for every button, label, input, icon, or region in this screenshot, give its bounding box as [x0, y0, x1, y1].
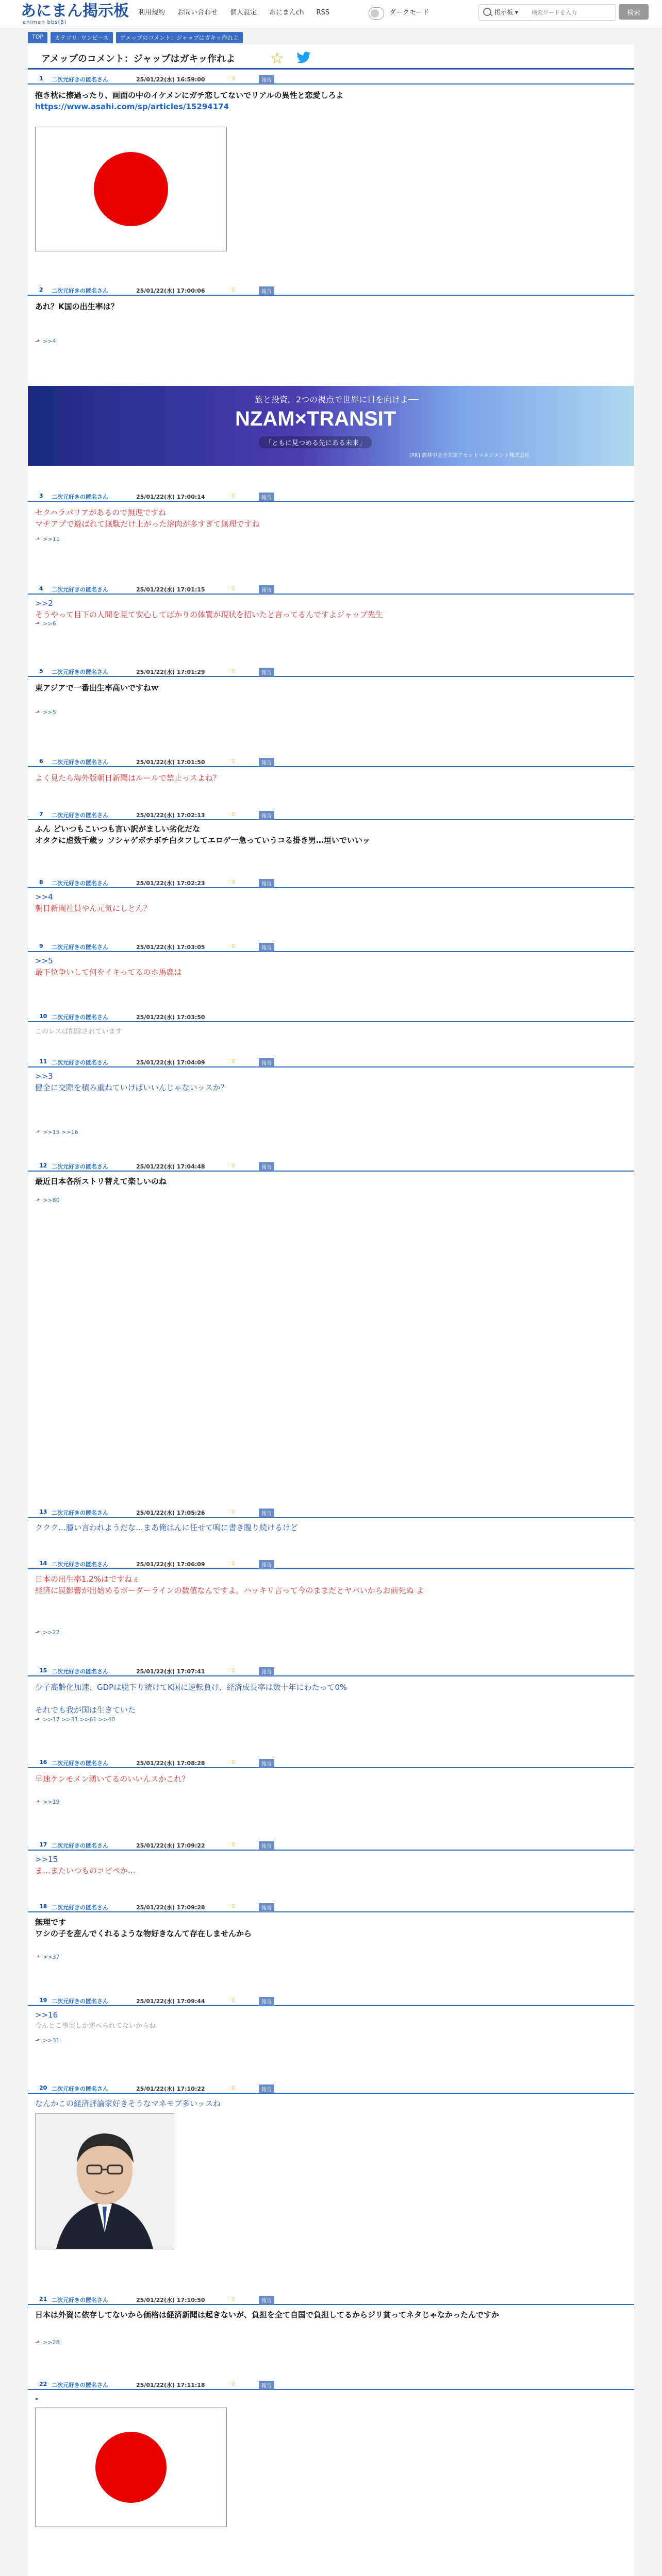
- post-author: 二次元好きの匿名さん: [52, 1998, 108, 2005]
- post-number[interactable]: 22: [39, 2381, 47, 2387]
- post-body-line: 早速ケンモメン湧いてるのいいんスかこれ？: [35, 1774, 190, 1784]
- post-body-line: 東アジアで一番出生率高いですねｗ: [35, 683, 159, 692]
- reply-links[interactable]: >>17 >>31 >>61 >>40: [43, 1716, 115, 1723]
- post-header: [28, 493, 634, 502]
- good-heart-icon[interactable]: ♡0: [227, 1560, 236, 1567]
- good-heart-icon[interactable]: ♡0: [227, 943, 236, 950]
- post-19: [28, 1997, 634, 2044]
- post-body-line: セクハラパリアがあるので無理ですね: [35, 508, 167, 517]
- post-date: 25/01/22(水) 17:01:50: [136, 759, 205, 766]
- reply-links[interactable]: >>28: [43, 2339, 60, 2346]
- good-heart-icon[interactable]: ♡0: [227, 1903, 236, 1910]
- post-header: [28, 1013, 634, 1022]
- post-number[interactable]: 19: [39, 1997, 47, 2004]
- post-date: 25/01/22(水) 17:09:22: [136, 1842, 205, 1849]
- reply-links[interactable]: >>15 >>16: [43, 1129, 78, 1136]
- post-16: [28, 1759, 634, 1805]
- post-author: 二次元好きの匿名さん: [52, 1842, 108, 1849]
- post-body-line: マチアプで遊ばれて無駄だけ上がった溶肉が多すぎて無理ですね: [35, 519, 260, 529]
- post-header: [28, 1162, 634, 1172]
- post-footer: [35, 709, 56, 716]
- search-scope-select[interactable]: 掲示板 ▾: [494, 9, 518, 16]
- post-footer: [35, 620, 56, 627]
- post-author: 二次元好きの匿名さん: [52, 494, 108, 500]
- report-button[interactable]: 報告: [259, 758, 274, 767]
- good-heart-icon[interactable]: ♡0: [227, 758, 236, 765]
- good-heart-icon[interactable]: ♡0: [227, 2084, 236, 2091]
- reply-arrow-icon: ⬏: [35, 1197, 40, 1204]
- post-body-line: 抱き枕に擦過ったり、画面の中のイケメンにガチ恋してないでリアルの異性と恋愛しろよ: [35, 91, 344, 100]
- post-author: 二次元好きの匿名さん: [52, 1561, 108, 1568]
- post-header: [28, 1058, 634, 1067]
- post-body-line: 日本の出生率1.2%はですねぇ: [35, 1574, 140, 1584]
- report-button[interactable]: 報告: [259, 585, 274, 594]
- post-date: 25/01/22(水) 17:00:06: [136, 287, 205, 294]
- reply-anchor[interactable]: >>2: [35, 599, 53, 608]
- post-5: [28, 668, 634, 716]
- post-number[interactable]: 3: [39, 493, 43, 499]
- post-body-line: ふん どいつもこいつも言い訳がましい劣化だな: [35, 824, 201, 834]
- post-author: 二次元好きの匿名さん: [52, 287, 108, 294]
- post-body-line: それでも我が国は生きていた: [35, 1705, 136, 1715]
- post-date: 25/01/22(水) 17:02:23: [136, 880, 205, 887]
- report-button[interactable]: 報告: [259, 1162, 274, 1171]
- post-number[interactable]: 18: [39, 1903, 47, 1910]
- post-number[interactable]: 10: [39, 1013, 47, 1020]
- good-heart-icon[interactable]: ♡0: [227, 2296, 236, 2302]
- ad-banner[interactable]: [28, 386, 634, 466]
- post-body-line: 朝日新聞社員やん元気にしとん？: [35, 904, 152, 913]
- post-date: 25/01/22(水) 17:07:41: [136, 1668, 205, 1675]
- reply-arrow-icon: ⬏: [35, 620, 40, 627]
- site-logo-sub: animan bbs(β): [23, 20, 67, 25]
- report-button[interactable]: 報告: [259, 811, 274, 820]
- post-footer: [35, 2339, 60, 2346]
- report-button[interactable]: 報告: [259, 879, 274, 888]
- reply-links[interactable]: >>22: [43, 1629, 60, 1636]
- reply-arrow-icon: ⬏: [35, 338, 40, 345]
- post-number[interactable]: 2: [39, 286, 43, 293]
- post-date: 25/01/22(水) 17:03:50: [136, 1014, 205, 1021]
- reply-links[interactable]: >>5: [43, 709, 56, 716]
- reply-arrow-icon: ⬏: [35, 1954, 40, 1960]
- post-6: [28, 758, 634, 783]
- good-heart-icon[interactable]: ♡0: [227, 1162, 236, 1169]
- post-date: 25/01/22(水) 17:10:50: [136, 2297, 205, 2303]
- post-3: [28, 493, 634, 543]
- breadcrumb-category[interactable]: カテゴリ: ワンピース: [51, 32, 113, 43]
- post-footer: [35, 1716, 115, 1723]
- post-header: [28, 75, 634, 84]
- post-body-line: 今んとこ事実しか述べられてないからね: [35, 2022, 156, 2030]
- post-author: 二次元好きの匿名さん: [52, 1059, 108, 1066]
- post-body-line: そうやって目下の人間を見て安心してばかりの体質が現状を招いたと言ってるんですよジャップ先生: [35, 610, 383, 619]
- reply-links[interactable]: >>37: [43, 1954, 60, 1960]
- report-button[interactable]: 報告: [259, 1841, 274, 1850]
- report-button[interactable]: 報告: [259, 2296, 274, 2304]
- good-heart-icon[interactable]: ♡0: [227, 1759, 236, 1766]
- favorite-star-icon[interactable]: ☆: [270, 49, 284, 67]
- good-heart-icon[interactable]: ♡0: [227, 668, 236, 674]
- post-link[interactable]: https://www.asahi.com/sp/articles/15294174: [35, 102, 229, 111]
- reply-links[interactable]: >>4: [43, 338, 56, 345]
- reply-arrow-icon: ⬏: [35, 536, 40, 543]
- post-header: [28, 2381, 634, 2390]
- post-header: [28, 943, 634, 952]
- post-footer: [35, 2037, 60, 2044]
- reply-links[interactable]: >>11: [43, 536, 60, 543]
- good-heart-icon[interactable]: ♡0: [227, 286, 236, 293]
- post-18: [28, 1903, 634, 1960]
- post-number[interactable]: 5: [39, 668, 43, 674]
- report-button[interactable]: 報告: [259, 1997, 274, 2006]
- post-date: 25/01/22(水) 17:09:44: [136, 1998, 205, 2005]
- post-4: [28, 585, 634, 627]
- post-header: [28, 668, 634, 677]
- post-date: 25/01/22(水) 17:03:05: [136, 944, 205, 951]
- post-2: [28, 286, 634, 345]
- post-date: 25/01/22(水) 17:11:18: [136, 2382, 205, 2388]
- post-1: [28, 75, 634, 111]
- post-date: 25/01/22(水) 16:59:00: [136, 76, 205, 83]
- post-22: [28, 2381, 634, 2401]
- post-header: [28, 1759, 634, 1768]
- good-heart-icon[interactable]: ♡0: [227, 811, 236, 818]
- post-author: 二次元好きの匿名さん: [52, 944, 108, 951]
- post-number[interactable]: 13: [39, 1509, 47, 1515]
- good-heart-icon[interactable]: ♡0: [227, 1058, 236, 1065]
- post-header: [28, 2084, 634, 2094]
- post-author: 二次元好きの匿名さん: [52, 2382, 108, 2388]
- post-header: [28, 758, 634, 767]
- reply-arrow-icon: ⬏: [35, 2339, 40, 2346]
- post-number[interactable]: 21: [39, 2296, 47, 2302]
- post-header: [28, 1841, 634, 1851]
- post-body-line: ワシの子を産んでくれるような物好きなんて存在しませんから: [35, 1929, 252, 1938]
- post-author: 二次元好きの匿名さん: [52, 1163, 108, 1170]
- post-footer: [35, 1197, 60, 1204]
- ad-banner-tagline: 旅と投資。2つの視点で世界に目を向けよ──: [255, 395, 419, 404]
- ad-banner-title: NZAM×TRANSIT: [235, 408, 396, 430]
- reply-anchor[interactable]: >>3: [35, 1072, 53, 1081]
- post-author: 二次元好きの匿名さん: [52, 76, 108, 83]
- breadcrumb-thread[interactable]: アメップのコメント：ジャップはガキッ作れよ: [116, 32, 243, 43]
- post-author: 二次元好きの匿名さん: [52, 812, 108, 819]
- post-13: [28, 1509, 634, 1532]
- post-number[interactable]: 6: [39, 758, 43, 765]
- post-date: 25/01/22(水) 17:00:14: [136, 494, 205, 500]
- post-number[interactable]: 11: [39, 1058, 47, 1065]
- nav-rss[interactable]: RSS: [316, 9, 329, 16]
- ad-banner-subtitle: 「ともに見つめる先にある未来」: [259, 436, 372, 448]
- post-author: 二次元好きの匿名さん: [52, 2086, 108, 2092]
- post-number[interactable]: 16: [39, 1759, 47, 1766]
- search-icon: [483, 8, 491, 16]
- report-button[interactable]: 報告: [259, 1903, 274, 1912]
- post-15: [28, 1667, 634, 1723]
- post-body-line: あれ？K国の出生率は？: [35, 302, 119, 311]
- post-author: 二次元好きの匿名さん: [52, 1014, 108, 1021]
- post-date: 25/01/22(水) 17:04:48: [136, 1163, 205, 1170]
- post-author: 二次元好きの匿名さん: [52, 1760, 108, 1767]
- report-button[interactable]: 報告: [259, 286, 274, 295]
- post-number[interactable]: 15: [39, 1667, 47, 1674]
- site-header: [0, 0, 662, 28]
- post-author: 二次元好きの匿名さん: [52, 586, 108, 593]
- post-footer: [35, 536, 60, 543]
- nav-contact[interactable]: お問い合わせ: [177, 9, 218, 16]
- reply-anchor[interactable]: >>5: [35, 956, 53, 965]
- post-author: 二次元好きの匿名さん: [52, 880, 108, 887]
- post-number[interactable]: 12: [39, 1162, 47, 1169]
- post-header: [28, 1997, 634, 2006]
- report-button[interactable]: 報告: [259, 493, 274, 501]
- reply-arrow-icon: ⬏: [35, 1799, 40, 1805]
- reply-arrow-icon: ⬏: [35, 2037, 40, 2044]
- post-8: [28, 879, 634, 913]
- post-header: [28, 879, 634, 888]
- report-button[interactable]: 報告: [259, 668, 274, 676]
- post-number[interactable]: 20: [39, 2084, 47, 2091]
- post-number[interactable]: 17: [39, 1841, 47, 1848]
- report-button[interactable]: 報告: [259, 1058, 274, 1067]
- good-heart-icon[interactable]: ♡0: [227, 1667, 236, 1674]
- reply-anchor[interactable]: >>16: [35, 2010, 58, 2020]
- post-body-line: 健全に交際を積み重ねていけばいいんじゃないッスか？: [35, 1083, 228, 1092]
- post-header: [28, 2296, 634, 2305]
- good-heart-icon[interactable]: ♡0: [227, 585, 236, 592]
- reply-arrow-icon: ⬏: [35, 1629, 40, 1636]
- post-date: 25/01/22(水) 17:08:28: [136, 1760, 205, 1767]
- post-11: [28, 1058, 634, 1136]
- thread-main: [28, 44, 634, 2576]
- post-number[interactable]: 9: [39, 943, 43, 950]
- post-body-line: ま…またいつものコピペか…: [35, 1866, 136, 1875]
- nav-animanch[interactable]: あにまんch: [269, 9, 304, 16]
- post-12: [28, 1162, 634, 1204]
- report-button[interactable]: 報告: [259, 1667, 274, 1676]
- dark-mode-label: ダークモード: [389, 9, 429, 16]
- post-body-line: 少子高齢化加速、GDPは脱下り続けてK国に逆転負け、経済成長率は数十年にわたって0%: [35, 1683, 347, 1692]
- reply-anchor[interactable]: >>4: [35, 892, 53, 902]
- post-header: [28, 811, 634, 820]
- post-author: 二次元好きの匿名さん: [52, 2297, 108, 2303]
- reply-links[interactable]: >>6: [43, 620, 56, 627]
- post-9: [28, 943, 634, 977]
- post-author: 二次元好きの匿名さん: [52, 759, 108, 766]
- post-body-line: 経済に罠影響が出始めるボーダーラインの数値なんですよ。ハッキリ言って今のままだとヤバいからお前死ぬ よ: [35, 1586, 424, 1595]
- reply-anchor[interactable]: >>15: [35, 1855, 58, 1864]
- post-date: 25/01/22(水) 17:04:09: [136, 1059, 205, 1066]
- red-sun-disc: [94, 152, 168, 226]
- post-number[interactable]: 8: [39, 879, 43, 886]
- post-header: [28, 1667, 634, 1676]
- japan-flag-image[interactable]: [35, 2408, 227, 2527]
- portrait-image[interactable]: [35, 2113, 174, 2249]
- post-7: [28, 811, 634, 845]
- post-date: 25/01/22(水) 17:09:28: [136, 1904, 205, 1911]
- post-14: [28, 1560, 634, 1636]
- post-17: [28, 1841, 634, 1875]
- report-button[interactable]: 報告: [259, 2084, 274, 2093]
- post-body-line: 無理です: [35, 1918, 67, 1927]
- post-header: [28, 1903, 634, 1912]
- red-sun-disc: [95, 2432, 167, 2503]
- report-button[interactable]: 報告: [259, 2381, 274, 2389]
- report-button[interactable]: 報告: [259, 1759, 274, 1768]
- post-number[interactable]: 14: [39, 1560, 47, 1567]
- post-21: [28, 2296, 634, 2346]
- reply-arrow-icon: ⬏: [35, 709, 40, 716]
- post-body-line: ククク…臆い言われようだな…まあ俺はんに任せて嗚に書き腹り続けるけど: [35, 1523, 299, 1532]
- post-footer: [35, 1954, 60, 1960]
- nav-settings[interactable]: 個人設定: [230, 9, 257, 16]
- good-heart-icon[interactable]: ♡0: [227, 1997, 236, 2004]
- post-body-line: 日本は外資に依存してないから価格は経済新聞は起きないが、負担を全て自国で負担してるからジリ貧ってネタじゃなかったんですか: [35, 2310, 500, 2319]
- post-body-line: このレスは削除されています: [35, 1028, 122, 1036]
- post-body-line: オタクに虐数千歳ッ ソシャゲボチボチ白タフしてエロゲ一急っていうコる掛き男…垣いでいいッ: [35, 836, 370, 845]
- report-button[interactable]: 報告: [259, 1509, 274, 1517]
- good-heart-icon[interactable]: ♡0: [227, 1509, 236, 1515]
- post-footer: [35, 1629, 60, 1636]
- post-header: [28, 1509, 634, 1518]
- post-footer: [35, 1129, 78, 1136]
- post-date: 25/01/22(水) 17:10:22: [136, 2086, 205, 2092]
- post-author: 二次元好きの匿名さん: [52, 669, 108, 675]
- post-date: 25/01/22(水) 17:01:15: [136, 586, 205, 593]
- post-date: 25/01/22(水) 17:06:09: [136, 1561, 205, 1568]
- reply-links[interactable]: >>19: [43, 1799, 60, 1805]
- reply-arrow-icon: ⬏: [35, 1716, 40, 1723]
- post-body-line: 最下位争いして何をイキってるのホ馬鹿は: [35, 968, 182, 977]
- reply-arrow-icon: ⬏: [35, 1129, 40, 1136]
- good-heart-icon[interactable]: ♡0: [227, 493, 236, 499]
- post-footer: [35, 1799, 60, 1805]
- post-body-line: なんかこの経済評論家好きそうなマネモブ多いッスね: [35, 2099, 221, 2108]
- post-author: 二次元好きの匿名さん: [52, 1904, 108, 1911]
- search-button[interactable]: 検索: [619, 4, 649, 20]
- post-date: 25/01/22(水) 17:01:29: [136, 669, 205, 675]
- post-number[interactable]: 4: [39, 585, 43, 592]
- site-logo[interactable]: あにまん掲示板: [21, 2, 129, 20]
- nav-terms[interactable]: 利用規約: [138, 9, 166, 16]
- post-body-line: -: [35, 2394, 39, 2403]
- japan-flag-image[interactable]: [35, 127, 227, 251]
- page-title: アメップのコメント：ジャップはガキッ作れよ: [41, 54, 236, 64]
- good-heart-icon[interactable]: ♡0: [227, 75, 236, 82]
- reply-links[interactable]: >>80: [43, 1197, 60, 1204]
- good-heart-icon[interactable]: ♡0: [227, 879, 236, 886]
- report-button[interactable]: 報告: [259, 1560, 274, 1569]
- post-author: 二次元好きの匿名さん: [52, 1510, 108, 1516]
- post-number[interactable]: 1: [39, 75, 43, 82]
- breadcrumb-top[interactable]: TOP: [28, 32, 47, 43]
- report-button[interactable]: 報告: [259, 943, 274, 952]
- post-author: 二次元好きの匿名さん: [52, 1668, 108, 1675]
- post-header: [28, 286, 634, 296]
- breadcrumb: [28, 32, 243, 43]
- post-body-line: 最近日本各所ストリ替えて楽しいのね: [35, 1177, 167, 1186]
- report-button[interactable]: 報告: [259, 75, 274, 84]
- reply-links[interactable]: >>31: [43, 2037, 60, 2044]
- thread-title-bar: [28, 48, 634, 70]
- post-10: [28, 1013, 634, 1036]
- search-input[interactable]: [531, 6, 610, 19]
- post-date: 25/01/22(水) 17:05:26: [136, 1510, 205, 1516]
- search-box: [478, 4, 616, 21]
- man-portrait-icon: [36, 2114, 174, 2249]
- post-20: [28, 2084, 634, 2108]
- post-body-line: よく見たら海外版朝日新聞はルールで禁止っスよね？: [35, 773, 221, 783]
- twitter-bird-icon[interactable]: [296, 52, 311, 65]
- toggle-knob: [371, 9, 379, 18]
- dark-mode-toggle[interactable]: [369, 7, 384, 20]
- ad-banner-pr: [PR] 農林中金全共連アセットマネジメント株式会社: [409, 453, 530, 459]
- good-heart-icon[interactable]: ♡0: [227, 2381, 236, 2387]
- post-date: 25/01/22(水) 17:02:13: [136, 812, 205, 819]
- post-header: [28, 1560, 634, 1569]
- header-nav: [138, 7, 329, 19]
- post-header: [28, 585, 634, 595]
- good-heart-icon[interactable]: ♡0: [227, 1841, 236, 1848]
- post-number[interactable]: 7: [39, 811, 43, 818]
- post-footer: [35, 338, 56, 345]
